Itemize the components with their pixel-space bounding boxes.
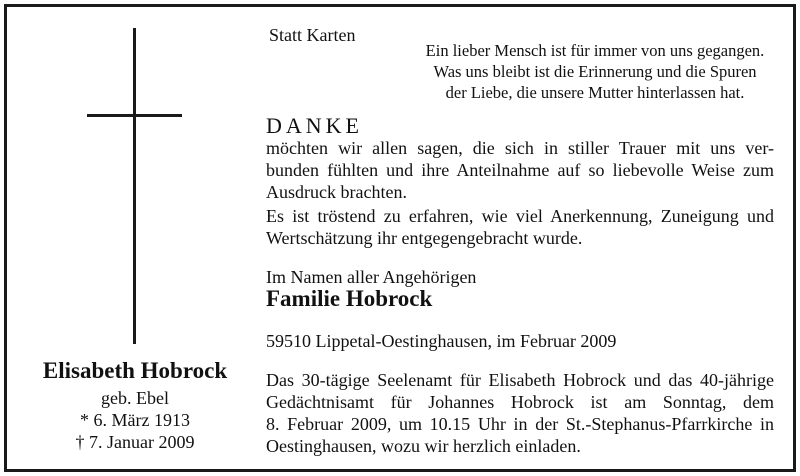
text-line: Ausdruck brachten. (266, 182, 407, 202)
motto (416, 40, 774, 103)
text-line: möchten wir allen sagen, die sich in stiller Trauer mit uns ver- (266, 138, 774, 158)
thanks-title: DANKE (266, 113, 363, 138)
family-name: Familie Hobrock (266, 286, 433, 311)
statt-karten: Statt Karten (269, 25, 356, 45)
on-behalf-line: Im Namen aller Angehörigen (266, 267, 477, 287)
motto-line: der Liebe, die unsere Mutter hinterlassen hat. (445, 83, 745, 102)
maiden-name: geb. Ebel (101, 388, 169, 408)
cross-icon-horizontal (87, 114, 182, 117)
cross-icon-vertical (133, 28, 136, 344)
thanks-paragraph-2 (266, 205, 774, 249)
text-line: Es ist tröstend zu erfahren, wie viel Anerkennung, Zuneigung und (266, 206, 774, 226)
text-line: Oestinghausen, wozu wir herzlich einladen. (266, 436, 581, 456)
text-line: Wertschätzung ihr entgegengebracht wurde. (266, 228, 583, 248)
deceased-name: Elisabeth Hobrock (42, 358, 228, 383)
motto-line: Ein lieber Mensch ist für immer von uns gegangen. (425, 41, 765, 60)
place-date: 59510 Lippetal-Oestinghausen, im Februar 2009 (266, 331, 617, 351)
motto-line: Was uns bleibt ist die Erinnerung und die Spuren (433, 62, 757, 81)
text-line: bunden fühlten und ihre Anteilnahme auf so liebevolle Weise zum (266, 160, 774, 180)
birth-date: * 6. März 1913 (80, 410, 190, 430)
text-line: Gedächtnisamt für Johannes Hobrock ist am Sonntag, dem (266, 392, 774, 412)
text-line: Das 30-tägige Seelenamt für Elisabeth Hobrock und das 40-jährige (266, 370, 774, 390)
text-line: 8. Februar 2009, um 10.15 Uhr in der St.-Stephanus-Pfarrkirche in (266, 414, 774, 434)
death-date: † 7. Januar 2009 (75, 432, 195, 452)
thanks-paragraph-1 (266, 137, 774, 203)
service-announcement (266, 369, 774, 457)
